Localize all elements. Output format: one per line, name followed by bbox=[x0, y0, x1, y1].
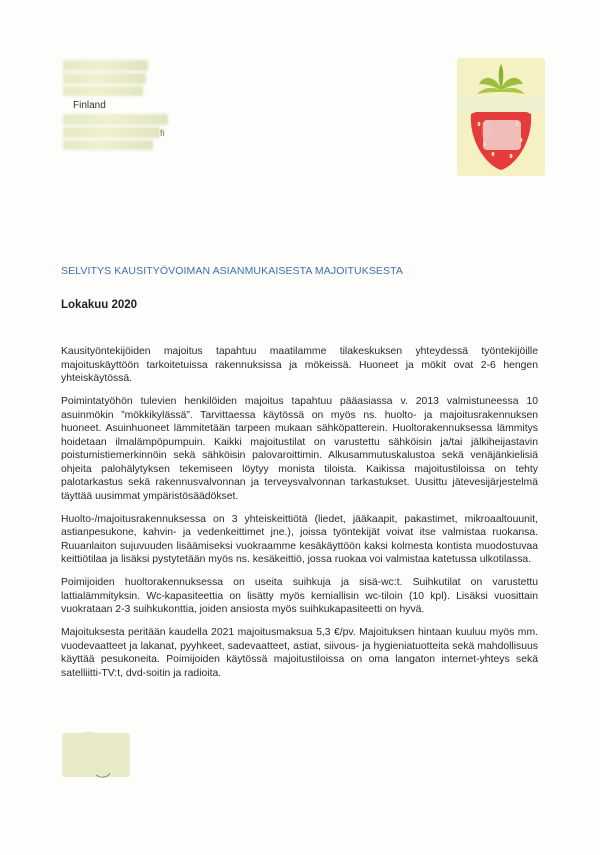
strawberry-icon bbox=[457, 58, 545, 176]
paragraph: Poimintatyöhön tulevien henkilöiden majoitus tapahtuu pääasiassa v. 2013 valmistuneessa 10 asuinmökin ”mökkikylässä”. Tarvittaessa käytössä on myös ns. huolto- ja majoitusrakennuksen huoneet. Asuinhuoneet lämmitetään tarpeen mukaan sähköpatterein. Huoltorakennuksessa lämmitys hoidetaan ilmalämpöpumpuin. Kaikki majoitustilat on varustettu sähköisin ja/tai jälkiheijastavin poistumistiemerkinnöin sekä sähköisin palovaroittimin. Alkusammutuskalustoa sekä venäjänkielisiä ohjeita palohälytyksen tekemiseen löytyy monista tiloista. Kaikissa majoitustiloissa on tehty palotarkastus sekä rakennusvalvonnan ja terveysvalvonnan tarkastukset. Uusittu jätevesijärjestelmä täyttää uusimmat ympäristösäädökset. bbox=[61, 396, 538, 502]
company-logo bbox=[457, 58, 545, 176]
redacted-address-line bbox=[63, 60, 148, 71]
paragraph: Huolto-/majoitusrakennuksessa on 3 yhteiskeittiötä (liedet, jääkaapit, pakastimet, mikroaaltouunit, astianpesukone, kahvin- ja vedenkeittimet jne.), joissa työntekijät voivat itse valmistaa ruokansa. Ruuanlaiton sujuvuuden lisäämiseksi vuokraamme kesäkäyttöön kaksi kolmesta kontista muodostuvaa keittiötilaa ja lisäksi pystytetään myös ns. kesäkeittiö, jossa ruokaa voi valmistaa katetussa ulkotilassa. bbox=[61, 513, 538, 565]
redacted-website bbox=[63, 140, 153, 150]
address-country: Finland bbox=[73, 100, 106, 111]
letter-body bbox=[61, 345, 538, 690]
document-heading: SELVITYS KAUSITYÖVOIMAN ASIANMUKAISESTA MAJOITUKSESTA bbox=[61, 265, 403, 277]
paragraph: Majoituksesta peritään kaudella 2021 majoitusmaksua 5,3 €/pv. Majoituksen hintaan kuuluu myös mm. vuodevaatteet ja lakanat, pyyhkeet, sadevaatteet, astiat, siivous- ja hygieniatuotteita sekä mahdollisuus käyttää pesukoneita. Poimijoiden käytössä majoitustiloissa on oma langaton internet-yhteys sekä satelliitti-TV:t, dvd-soitin ja radioita. bbox=[61, 627, 538, 679]
redacted-email bbox=[63, 127, 160, 138]
paragraph: Poimijoiden huoltorakennuksessa on useita suihkuja ja sisä-wc:t. Suihkutilat on varustettu lattialämmityksin. Wc-kapasiteettia on lisätty myös kemiallisin wc-tiloin (10 kpl). Lisäksi vuosittain vuokrataan 2-3 suihkukonttia, joiden ansiosta myös suihkukapasiteetti on hyvä. bbox=[61, 577, 538, 615]
document-date: Lokakuu 2020 bbox=[61, 299, 138, 311]
redacted-address-line bbox=[63, 73, 146, 84]
redacted-address-line bbox=[63, 86, 143, 96]
paragraph: Kausityöntekijöiden majoitus tapahtuu maatilamme tilakeskuksen yhteydessä työntekijöille majoituskäyttöön tarkoitetuissa rakennuksissa ja mökeissä. Huoneet ja mökit ovat 2-6 hengen yhteiskäytössä. bbox=[61, 346, 538, 384]
redacted-signature bbox=[62, 729, 130, 779]
email-domain-suffix: fi bbox=[160, 128, 165, 138]
redacted-phone bbox=[63, 114, 168, 125]
